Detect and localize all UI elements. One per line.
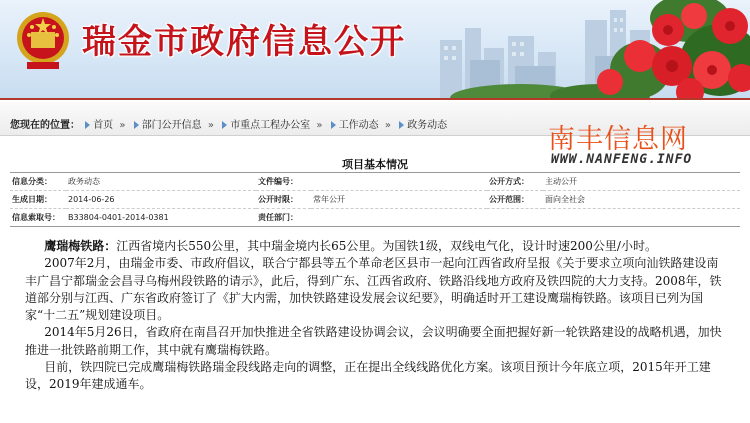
watermark-site-name: 南丰信息网 [548,124,688,155]
project-name: 鹰瑞梅铁路： [44,239,117,253]
header-banner [0,0,750,100]
info-value: 面向全社会 [545,195,585,204]
breadcrumb-separator: » [384,120,391,131]
breadcrumb-home-link[interactable]: 首页 [93,120,114,131]
info-key: 公开时限： [258,195,298,204]
info-key: 文件编号： [258,177,298,186]
info-key: 生成日期： [12,195,52,204]
arrow-icon [399,121,404,129]
breadcrumb-key-project-office-link[interactable]: 市重点工程办公室 [230,120,311,131]
arrow-icon [85,121,90,129]
breadcrumb-work-news-link[interactable]: 工作动态 [338,120,379,131]
info-table [10,172,740,227]
info-value: 主动公开 [545,177,577,186]
breadcrumb-label: 您现在的位置： [10,120,80,131]
info-value [543,209,740,227]
article-paragraph: 2014年5月26日，省政府在南昌召开加快推进全省铁路建设协调会议，会议明确要全面把握好新一轮铁路建设的战略机遇，加快推进一批铁路前期工作，其中就有鹰瑞梅铁路。 [25,325,722,357]
arrow-icon [222,121,227,129]
info-key: 公开方式： [489,177,529,186]
info-key: 信息索取号： [12,213,60,222]
info-key: 公开范围： [489,195,529,204]
info-value [311,209,487,227]
breadcrumb-separator: » [316,120,323,131]
watermark-url: WWW.NANFENG.INFO [551,152,693,167]
info-value: B33804-0401-2014-0381 [68,213,169,222]
table-row [10,191,740,209]
table-row [10,173,740,191]
breadcrumb-separator: » [119,120,126,131]
article-paragraph [25,238,725,255]
info-table-title: 项目基本情况 [342,158,408,171]
banner-divider [0,98,750,100]
paragraph-text: 江西省境内长550公里，其中瑞金境内长65公里。为国铁1级，双线电气化，设计时速200公里/小时。 [116,239,657,253]
info-value: 政务动态 [68,177,100,186]
info-key: 责任部门： [258,213,298,222]
article-paragraph: 2007年2月，由瑞金市委、市政府倡议，联合宁都县等五个革命老区县市一起向江西省政府呈报《关于要求立项向汕铁路建设南丰广昌宁都瑞金会昌寻乌梅州段铁路的请示》，此后，得到广东、江西省政府、铁路沿线地方政府及铁四院的大力支持。2008年，铁道部分别与江西、广东省政府签订了《扩大内需，加快铁路建设发展会议纪要》，明确适时开工建设鹰瑞梅铁路。该项目已列为国家“十二五”规划建设项目。 [25,256,722,323]
article-body [25,238,725,394]
info-key: 信息分类： [12,177,52,186]
info-value: 常年公开 [313,195,345,204]
info-key [487,209,543,227]
article-paragraph: 目前，铁四院已完成鹰瑞梅铁路瑞金段线路走向的调整，正在提出全线线路优化方案。该项目预计今年底立项，2015年开工建设，2019年建成通车。 [25,360,711,392]
national-emblem-icon [14,8,72,72]
table-row [10,209,740,227]
info-value: 2014-06-26 [68,195,115,204]
breadcrumb-gov-news-link[interactable]: 政务动态 [407,120,448,131]
info-value [311,173,487,191]
breadcrumb-dept-info-link[interactable]: 部门公开信息 [141,120,202,131]
arrow-icon [331,121,336,129]
arrow-icon [134,121,139,129]
breadcrumb-separator: » [207,120,214,131]
site-title: 瑞金市政府信息公开 [82,22,406,62]
